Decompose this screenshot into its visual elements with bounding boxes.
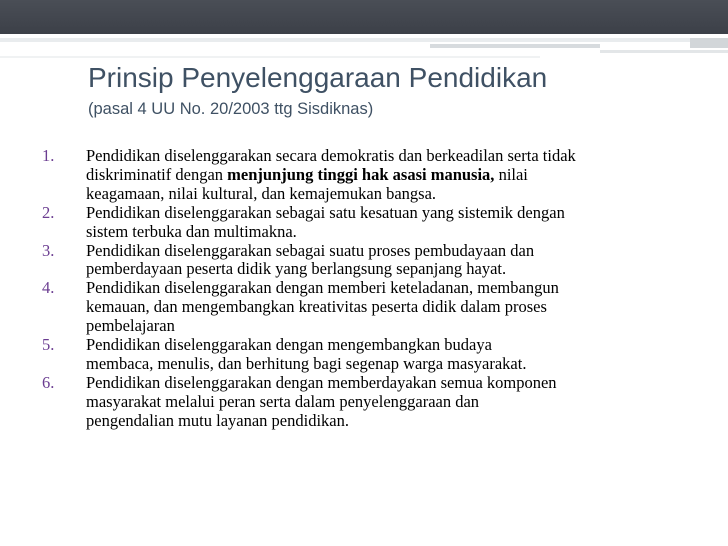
item-line: kemauan, dan mengembangkan kreativitas peserta didik dalam proses	[86, 297, 547, 317]
item-line: sistem terbuka dan multimakna.	[86, 221, 297, 241]
item-line: Pendidikan diselenggarakan sebagai satu kesatuan yang sistemik dengan	[86, 202, 565, 222]
item-line: diskriminatif dengan menjunjung tinggi hak asasi manusia, nilai	[86, 164, 528, 184]
principles-list	[0, 147, 728, 431]
item-line: Pendidikan diselenggarakan sebagai suatu proses pembudayaan dan	[86, 240, 535, 260]
item-line: Pendidikan diselenggarakan dengan memberi keteladanan, membangun	[86, 278, 559, 298]
list-item	[0, 242, 728, 280]
list-item	[0, 374, 728, 431]
item-line: Pendidikan diselenggarakan secara demokratis dan berkeadilan serta tidak	[86, 146, 576, 165]
emphasis-text: menjunjung tinggi hak asasi manusia,	[227, 164, 495, 184]
item-line: Pendidikan diselenggarakan dengan memberdayakan semua komponen	[86, 372, 557, 392]
list-item	[0, 204, 728, 242]
item-line: pemberdayaan peserta didik yang berlangsung sepanjang hayat.	[86, 259, 507, 279]
item-number: 1.	[42, 146, 55, 165]
slide-subtitle: (pasal 4 UU No. 20/2003 ttg Sisdiknas)	[88, 100, 374, 118]
item-line: pengendalian mutu layanan pendidikan.	[86, 410, 350, 430]
item-line: keagamaan, nilai kultural, dan kemajemukan bangsa.	[86, 183, 437, 203]
decorative-stripes	[0, 34, 728, 64]
item-number: 6.	[42, 372, 55, 392]
list-item	[0, 336, 728, 374]
item-line: Pendidikan diselenggarakan dengan mengembangkan budaya	[86, 335, 492, 355]
item-number: 5.	[42, 335, 55, 355]
item-line: masyarakat melalui peran serta dalam penyelenggaraan dan	[86, 391, 480, 411]
item-line: membaca, menulis, dan berhitung bagi segenap warga masyarakat.	[86, 353, 527, 373]
slide-title: Prinsip Penyelenggaraan Pendidikan	[88, 62, 548, 93]
list-item	[0, 147, 728, 204]
item-number: 2.	[42, 202, 55, 222]
item-number: 3.	[42, 240, 55, 260]
list-item	[0, 279, 728, 336]
slide-header-band	[0, 0, 728, 34]
item-number: 4.	[42, 278, 55, 298]
item-line: pembelajaran	[86, 316, 175, 336]
